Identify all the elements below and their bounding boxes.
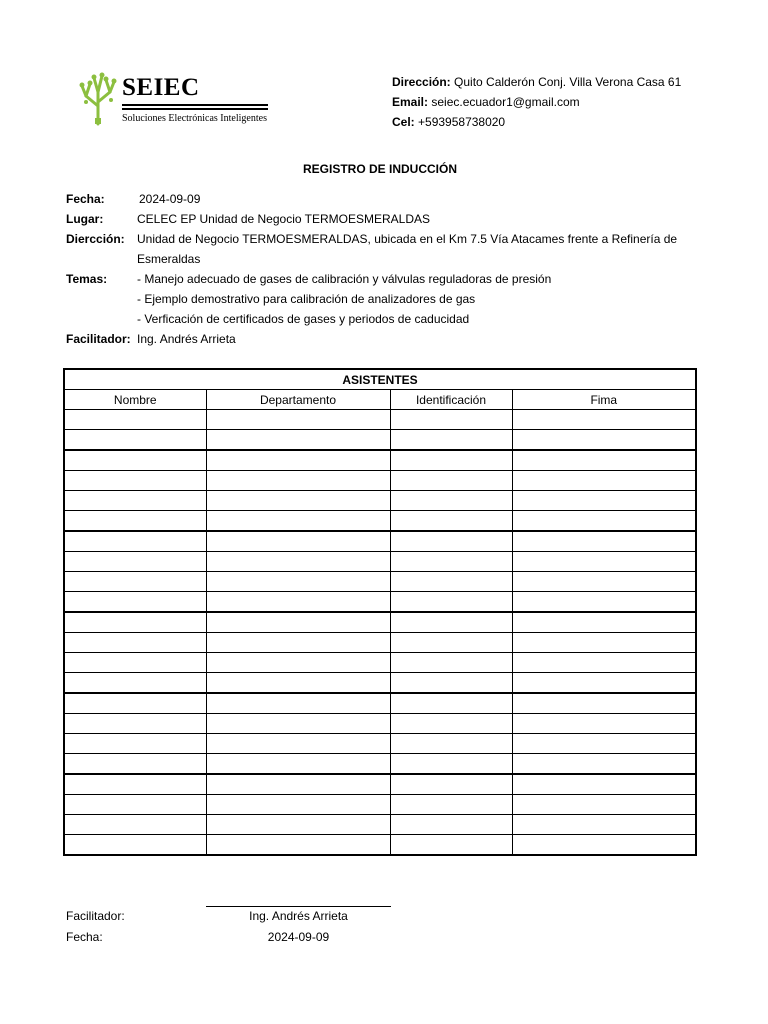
- table-cell[interactable]: [206, 693, 390, 714]
- contact-email-label: Email:: [392, 95, 429, 109]
- contact-email-value: seiec.ecuador1@gmail.com: [431, 95, 580, 109]
- table-row: [64, 754, 696, 775]
- table-cell[interactable]: [206, 531, 390, 552]
- table-cell[interactable]: [206, 815, 390, 835]
- brand-name: SEIEC: [122, 74, 200, 101]
- table-cell[interactable]: [206, 450, 390, 471]
- table-cell[interactable]: [390, 612, 512, 633]
- table-cell[interactable]: [64, 471, 206, 491]
- table-cell[interactable]: [206, 673, 390, 694]
- topics-label: Temas:: [66, 272, 108, 286]
- table-cell[interactable]: [64, 511, 206, 532]
- table-cell[interactable]: [390, 734, 512, 754]
- table-cell[interactable]: [512, 552, 696, 572]
- table-cell[interactable]: [512, 633, 696, 653]
- table-cell[interactable]: [206, 795, 390, 815]
- contact-block: [392, 72, 681, 132]
- attendees-table: [63, 368, 697, 856]
- table-cell[interactable]: [206, 633, 390, 653]
- footer-facilitator-label: Facilitador:: [66, 909, 125, 923]
- address-line-2: Esmeraldas: [137, 252, 201, 266]
- table-cell[interactable]: [512, 774, 696, 795]
- table-cell[interactable]: [512, 511, 696, 532]
- place-label: Lugar:: [66, 212, 104, 226]
- table-cell[interactable]: [206, 714, 390, 734]
- address-line-1: Unidad de Negocio TERMOESMERALDAS, ubicada en el Km 7.5 Vía Atacames frente a Refinería de: [137, 232, 678, 246]
- table-cell[interactable]: [390, 511, 512, 532]
- table-cell[interactable]: [390, 592, 512, 613]
- table-cell[interactable]: [64, 633, 206, 653]
- table-cell[interactable]: [64, 795, 206, 815]
- table-row: [64, 592, 696, 613]
- table-cell[interactable]: [206, 430, 390, 451]
- table-row: [64, 450, 696, 471]
- table-cell[interactable]: [512, 612, 696, 633]
- table-cell[interactable]: [64, 653, 206, 673]
- contact-address: [392, 72, 681, 92]
- table-cell[interactable]: [206, 491, 390, 511]
- topic-item: - Manejo adecuado de gases de calibración y válvulas reguladoras de presión: [137, 272, 552, 286]
- table-cell[interactable]: [512, 430, 696, 451]
- table-cell[interactable]: [390, 491, 512, 511]
- table-cell[interactable]: [64, 430, 206, 451]
- table-cell[interactable]: [390, 471, 512, 491]
- table-cell[interactable]: [64, 572, 206, 592]
- table-cell[interactable]: [64, 612, 206, 633]
- brand-tagline: Soluciones Electrónicas Inteligentes: [122, 113, 267, 124]
- table-cell[interactable]: [390, 572, 512, 592]
- table-cell[interactable]: [512, 531, 696, 552]
- table-cell[interactable]: [390, 633, 512, 653]
- table-cell[interactable]: [390, 754, 512, 775]
- table-cell[interactable]: [206, 592, 390, 613]
- table-title: ASISTENTES: [64, 369, 696, 390]
- footer-facilitator-value: Ing. Andrés Arrieta: [249, 909, 348, 923]
- table-row: [64, 430, 696, 451]
- tree-icon: [78, 72, 118, 128]
- table-cell[interactable]: [390, 531, 512, 552]
- table-row: [64, 693, 696, 714]
- column-header-nombre: Nombre: [64, 390, 206, 410]
- table-row: [64, 653, 696, 673]
- date-value: 2024-09-09: [139, 192, 201, 206]
- table-row: [64, 714, 696, 734]
- table-cell[interactable]: [206, 835, 390, 856]
- contact-email: [392, 92, 681, 112]
- table-cell[interactable]: [206, 410, 390, 430]
- table-cell[interactable]: [390, 693, 512, 714]
- table-cell[interactable]: [390, 714, 512, 734]
- table-cell[interactable]: [512, 410, 696, 430]
- table-cell[interactable]: [512, 673, 696, 694]
- table-cell[interactable]: [206, 754, 390, 775]
- table-row: [64, 633, 696, 653]
- table-row: [64, 511, 696, 532]
- brand-rule: [122, 108, 268, 110]
- table-cell[interactable]: [390, 673, 512, 694]
- table-cell[interactable]: [64, 673, 206, 694]
- facilitator-label: Facilitador:: [66, 332, 131, 346]
- table-cell[interactable]: [64, 754, 206, 775]
- contact-phone: [392, 112, 681, 132]
- contact-address-label: Dirección:: [392, 75, 451, 89]
- table-cell[interactable]: [64, 774, 206, 795]
- document-title: REGISTRO DE INDUCCIÓN: [302, 162, 457, 176]
- table-cell[interactable]: [64, 531, 206, 552]
- table-cell[interactable]: [512, 693, 696, 714]
- table-cell[interactable]: [390, 653, 512, 673]
- table-row: [64, 410, 696, 430]
- table-row: [64, 734, 696, 754]
- table-cell[interactable]: [206, 572, 390, 592]
- table-cell[interactable]: [64, 450, 206, 471]
- contact-phone-value: +593958738020: [418, 115, 506, 129]
- table-cell[interactable]: [64, 693, 206, 714]
- table-cell[interactable]: [206, 612, 390, 633]
- table-row: [64, 491, 696, 511]
- table-row: [64, 795, 696, 815]
- table-cell[interactable]: [64, 835, 206, 856]
- footer-date-value: 2024-09-09: [267, 930, 330, 944]
- table-cell[interactable]: [512, 572, 696, 592]
- table-cell[interactable]: [64, 592, 206, 613]
- table-cell[interactable]: [64, 734, 206, 754]
- table-cell[interactable]: [390, 450, 512, 471]
- table-cell[interactable]: [390, 795, 512, 815]
- table-cell[interactable]: [512, 653, 696, 673]
- table-row: [64, 531, 696, 552]
- table-cell[interactable]: [390, 774, 512, 795]
- table-cell[interactable]: [64, 491, 206, 511]
- footer-date-label: Fecha:: [66, 930, 103, 944]
- table-cell[interactable]: [512, 795, 696, 815]
- table-row: [64, 815, 696, 835]
- topic-item: - Ejemplo demostrativo para calibración de analizadores de gas: [137, 292, 476, 306]
- table-row: [64, 471, 696, 491]
- table-cell[interactable]: [64, 552, 206, 572]
- contact-phone-label: Cel:: [392, 115, 415, 129]
- table-cell[interactable]: [512, 450, 696, 471]
- table-cell[interactable]: [512, 815, 696, 835]
- table-cell[interactable]: [512, 491, 696, 511]
- table-cell[interactable]: [512, 835, 696, 856]
- table-cell[interactable]: [512, 592, 696, 613]
- table-row: [64, 673, 696, 694]
- table-cell[interactable]: [390, 410, 512, 430]
- column-header-departamento: Departamento: [206, 390, 390, 410]
- column-header-identificacion: Identificación: [390, 390, 512, 410]
- signature-line: [206, 906, 391, 907]
- table-cell[interactable]: [390, 430, 512, 451]
- table-cell[interactable]: [64, 714, 206, 734]
- table-cell[interactable]: [206, 774, 390, 795]
- date-label: Fecha:: [66, 192, 105, 206]
- table-row: [64, 835, 696, 856]
- table-cell[interactable]: [206, 471, 390, 491]
- table-cell[interactable]: [512, 734, 696, 754]
- table-row: [64, 552, 696, 572]
- table-cell[interactable]: [64, 815, 206, 835]
- place-value: CELEC EP Unidad de Negocio TERMOESMERALDAS: [137, 212, 431, 226]
- table-cell[interactable]: [512, 714, 696, 734]
- contact-address-value: Quito Calderón Conj. Villa Verona Casa 61: [454, 75, 682, 89]
- table-cell[interactable]: [390, 835, 512, 856]
- brand-rule: [122, 104, 268, 106]
- table-cell[interactable]: [206, 511, 390, 532]
- table-cell[interactable]: [206, 552, 390, 572]
- table-row: [64, 774, 696, 795]
- column-header-firma: Fima: [512, 390, 696, 410]
- table-cell[interactable]: [390, 815, 512, 835]
- table-cell[interactable]: [206, 653, 390, 673]
- table-cell[interactable]: [206, 734, 390, 754]
- table-cell[interactable]: [512, 754, 696, 775]
- address-label: Diercción:: [66, 232, 125, 246]
- topic-item: - Verficación de certificados de gases y periodos de caducidad: [137, 312, 470, 326]
- table-cell[interactable]: [512, 471, 696, 491]
- table-cell[interactable]: [390, 552, 512, 572]
- facilitator-value: Ing. Andrés Arrieta: [137, 332, 236, 346]
- table-row: [64, 612, 696, 633]
- table-row: [64, 572, 696, 592]
- table-cell[interactable]: [64, 410, 206, 430]
- brand-logo: [78, 72, 278, 132]
